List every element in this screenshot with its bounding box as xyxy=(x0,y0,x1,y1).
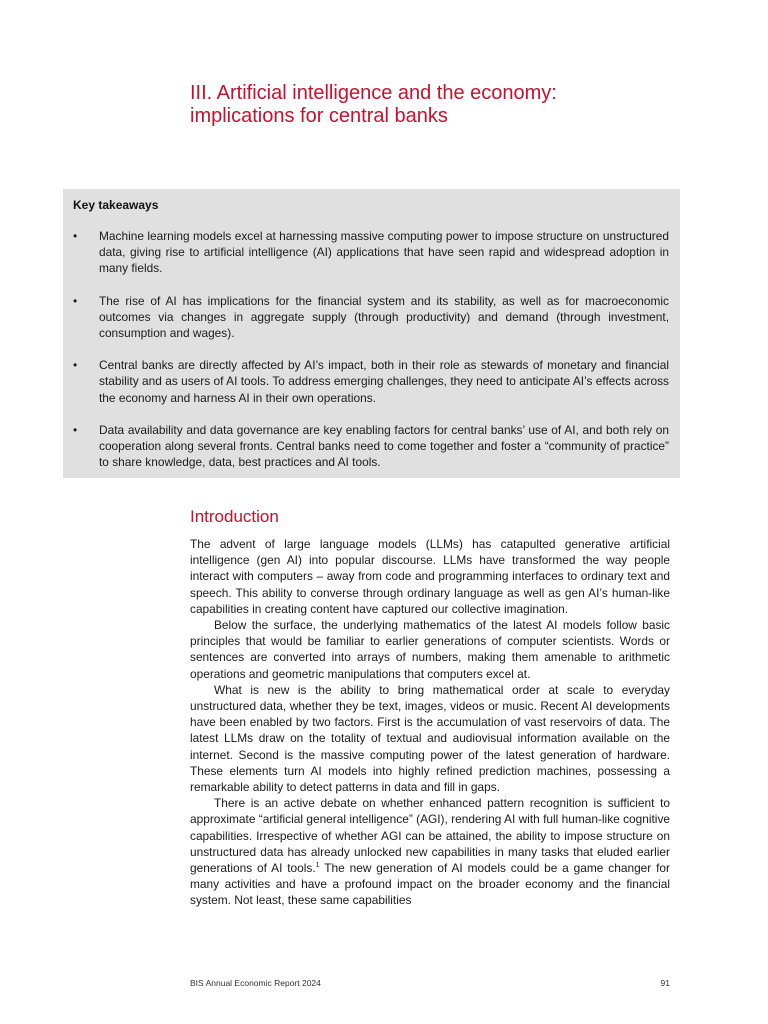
chapter-title-line-2: implications for central banks xyxy=(190,105,448,127)
key-takeaways-box xyxy=(63,189,680,478)
paragraph-text: The new generation of AI models could be a game changer for many activities and have a profound impact on the broader economy and the financial system. Not least, these same capabilities xyxy=(190,861,670,908)
takeaway-item xyxy=(73,422,669,471)
paragraph-text: There is an active debate on whether enhanced pattern recognition is sufficient to approximate “artificial general intelligence” (AGI), rendering AI with full human-like cognitive capabilities. Irrespective of whether AGI can be attained, the ability to impose structure on unstructured data has already unlocked new capabilities in many tasks that eluded earlier generations of AI tools. xyxy=(190,796,670,876)
introduction-heading: Introduction xyxy=(190,507,279,526)
takeaway-text: The rise of AI has implications for the financial system and its stability, as well as for macroeconomic outcomes via changes in aggregate supply (through productivity) and demand (through investment, consumption and wages). xyxy=(99,293,669,341)
takeaway-item xyxy=(73,293,669,342)
takeaway-item xyxy=(73,357,669,406)
takeaway-text: Data availability and data governance are key enabling factors for central banks’ use of AI, and both rely on cooperation along several fronts. Central banks need to come together and foster a “community of practice” to share knowledge, data, best practices and AI tools. xyxy=(99,422,669,470)
key-takeaways-heading: Key takeaways xyxy=(73,198,159,212)
key-takeaways-list xyxy=(73,228,669,470)
body-paragraph: The advent of large language models (LLMs) has catapulted generative artificial intelligence (gen AI) into popular discourse. LLMs have transformed the way people interact with computers – away from code and programming interfaces to ordinary text and speech. This ability to converse through ordinary language as well as gen AI’s human-like capabilities in creating content have captured our collective imagination. xyxy=(190,537,670,616)
bullet-icon: • xyxy=(73,422,78,437)
takeaway-text: Machine learning models excel at harnessing massive computing power to impose structure on unstructured data, giving rise to artificial intelligence (AI) applications that have seen rapid and widespread adoption in many fields. xyxy=(99,229,669,276)
bullet-icon: • xyxy=(73,358,78,373)
takeaway-text: Central banks are directly affected by AI’s impact, both in their role as stewards of monetary and financial stability and as users of AI tools. To address emerging challenges, they need to anticipate AI’s effects across the economy and harness AI in their own operations. xyxy=(99,358,669,405)
body-paragraph: Below the surface, the underlying mathematics of the latest AI models follow basic principles that would be familiar to earlier generations of computer scientists. Words or sentences are converted into arrays of numbers, making them amenable to arithmetic operations and geometric manipulations that computers excel at. xyxy=(190,618,670,681)
body-paragraph xyxy=(190,795,670,908)
page-number: 91 xyxy=(660,978,670,988)
chapter-title-line-1: III. Artificial intelligence and the economy: xyxy=(190,82,557,104)
bullet-icon: • xyxy=(73,229,78,243)
introduction-body xyxy=(190,536,670,909)
body-paragraph: What is new is the ability to bring mathematical order at scale to everyday unstructured data, whether they be text, images, videos or music. Recent AI developments have been enabled by two factors. First is the accumulation of vast reservoirs of data. The latest LLMs draw on the totality of textual and audiovisual information available on the internet. Second is the massive computing power of the latest generation of hardware. These elements turn AI models into highly refined prediction machines, possessing a remarkable ability to detect patterns in data and fill in gaps. xyxy=(190,682,670,795)
footer-publication: BIS Annual Economic Report 2024 xyxy=(190,978,321,988)
footnote-marker[interactable]: 1 xyxy=(315,862,320,870)
page-footer xyxy=(190,977,670,989)
bullet-icon: • xyxy=(73,293,78,308)
chapter-title xyxy=(190,82,670,128)
takeaway-item xyxy=(73,228,669,277)
